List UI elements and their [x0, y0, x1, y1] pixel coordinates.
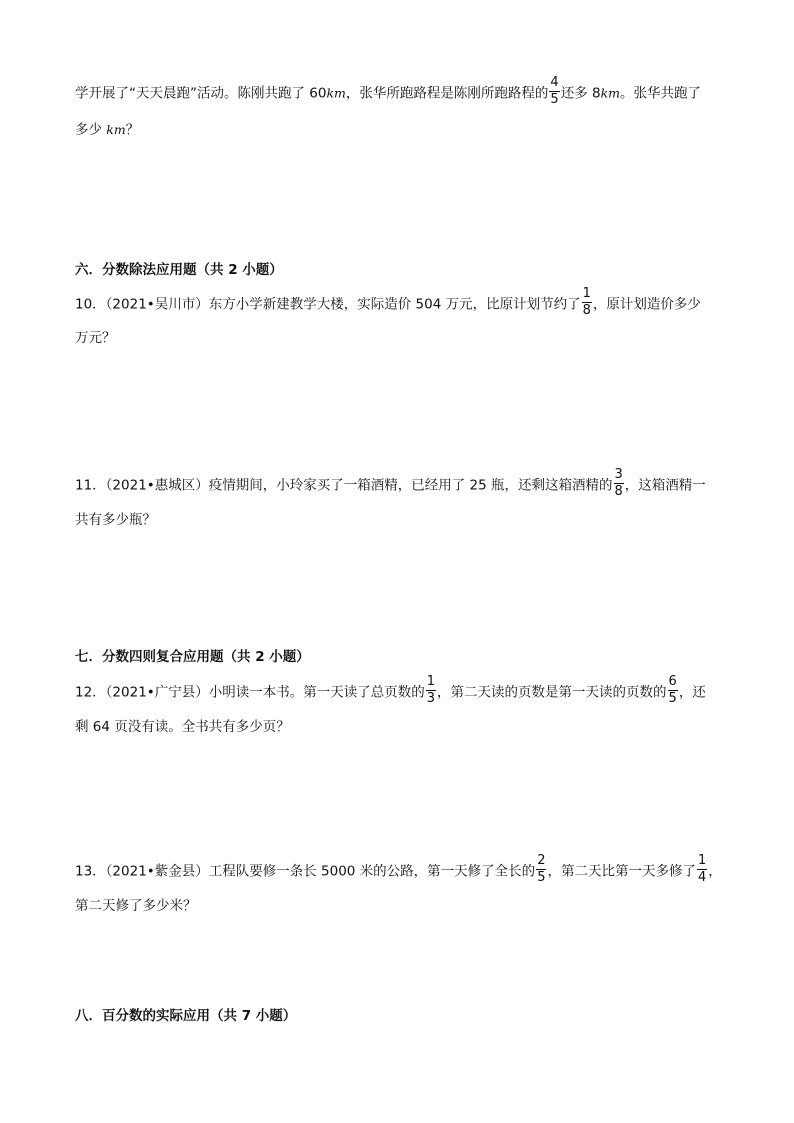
frac-den: 8 [582, 303, 591, 318]
q10-text-a: 10．（2021•吴川市）东方小学新建教学大楼，实际造价 504 万元，比原计划节约了 [75, 296, 581, 313]
q9-text-c: 还多 8 [560, 85, 601, 102]
q12-line1 [75, 674, 734, 708]
q9-text-a: 学开展了“天天晨跑”活动。陈刚共跑了 60 [75, 85, 327, 102]
section-7-title: 七．分数四则复合应用题（共 2 小题） [75, 649, 310, 665]
frac-num: 1 [697, 853, 707, 868]
frac-den: 5 [668, 691, 677, 706]
frac-den: 3 [426, 691, 436, 706]
q9-text-f: ？ [125, 122, 140, 138]
frac-num: 1 [426, 674, 436, 689]
q11-text-a: 11．（2021•惠城区）疫情期间，小玲家买了一箱酒精，已经用了 25 瓶，还剩这箱酒精的 [75, 477, 613, 494]
q9-text-b: ，张华所跑路程是陈刚所跑路程的 [345, 85, 549, 102]
q10-text-b: ，原计划造价多少 [592, 296, 701, 313]
q13-text-c: ， [708, 863, 722, 880]
km-unit: km [106, 122, 126, 137]
frac-num: 2 [537, 853, 546, 868]
q13-text-b: ，第二天比第一天多修了 [547, 863, 696, 880]
frac-num: 3 [614, 467, 623, 482]
q12-text-b: ，第二天读的页数是第一天读的页数的 [437, 684, 667, 701]
q9-text-e: 多少 [75, 122, 107, 138]
frac-num: 4 [550, 75, 559, 90]
fraction-six-fifths [668, 675, 678, 706]
fraction-one-eighth [582, 287, 592, 318]
q13-line2: 第二天修了多少米？ [75, 898, 197, 914]
section-8-title: 八．百分数的实际应用（共 7 小题） [75, 1008, 297, 1024]
q13-text-a: 13．（2021•紫金县）工程队要修一条长 5000 米的公路，第一天修了全长的 [75, 863, 536, 880]
q13-line1 [75, 853, 734, 887]
q9-line1 [75, 75, 734, 109]
frac-num: 1 [582, 286, 591, 301]
q10-line2: 万元？ [75, 330, 116, 346]
frac-den: 4 [697, 870, 707, 885]
q12-line2: 剩 64 页没有读。全书共有多少页？ [75, 719, 290, 735]
km-unit: km [326, 85, 346, 101]
q12-text-a: 12．（2021•广宁县）小明读一本书。第一天读了总页数的 [75, 684, 425, 701]
fraction-three-eighths [614, 468, 624, 499]
section-6-title: 六．分数除法应用题（共 2 小题） [75, 262, 283, 278]
q12-text-c: ，还 [678, 684, 706, 701]
frac-num: 6 [668, 674, 677, 689]
q9-line2 [75, 120, 734, 140]
q11-text-b: ，这箱酒精一 [624, 477, 706, 494]
frac-den: 5 [537, 870, 546, 885]
fraction-one-fourth [697, 854, 707, 885]
q9-text-d: 。张华共跑了 [620, 85, 702, 102]
q10-line1 [75, 286, 734, 320]
frac-den: 5 [550, 92, 559, 107]
frac-den: 8 [614, 484, 623, 499]
fraction-four-fifths [549, 76, 559, 107]
km-unit: km [600, 85, 621, 101]
q11-line2: 共有多少瓶？ [75, 512, 156, 528]
q11-line1 [75, 467, 734, 501]
fraction-two-fifths [536, 854, 546, 885]
fraction-one-third [426, 675, 436, 706]
